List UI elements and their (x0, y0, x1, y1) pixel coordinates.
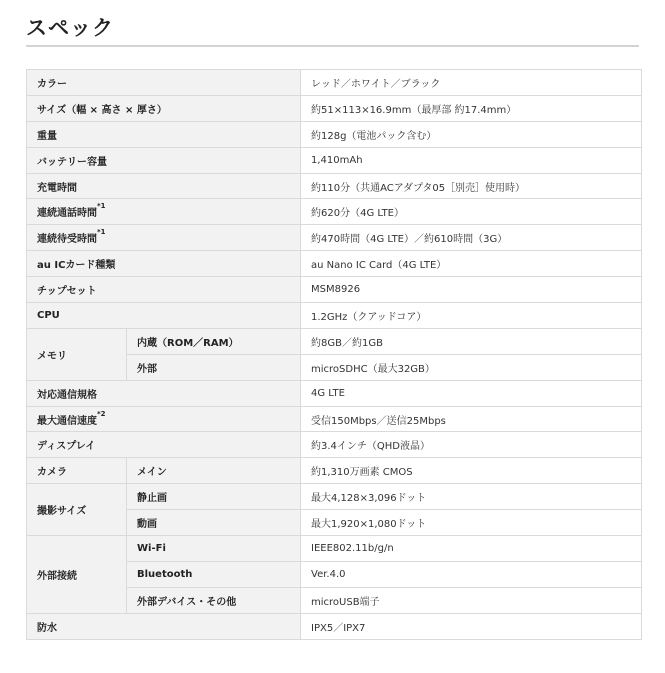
spec-value: IPX5／IPX7 (301, 613, 642, 639)
spec-sub-label: メイン (127, 458, 301, 484)
footnote-mark: *1 (97, 228, 106, 237)
spec-sub-label: Wi-Fi (127, 536, 301, 562)
footnote-mark: *2 (97, 409, 106, 418)
spec-label-cell (27, 199, 301, 225)
spec-value: 約3.4インチ（QHD液晶） (301, 432, 642, 458)
spec-value: Ver.4.0 (301, 561, 642, 587)
table-row (27, 406, 642, 432)
spec-label: CPU (27, 303, 301, 329)
page-title: スペック (26, 16, 114, 40)
spec-group-label: カメラ (27, 458, 127, 484)
spec-value: 最大1,920×1,080ドット (301, 510, 642, 536)
table-row (27, 147, 642, 173)
spec-value: 1,410mAh (301, 147, 642, 173)
spec-value: レッド／ホワイト／ブラック (301, 70, 642, 96)
spec-label: au ICカード種類 (27, 251, 301, 277)
spec-label-cell (27, 406, 301, 432)
table-row (27, 432, 642, 458)
table-row (27, 380, 642, 406)
footnote-mark: *1 (97, 202, 106, 211)
spec-group-label: 撮影サイズ (27, 484, 127, 536)
spec-table (26, 69, 642, 640)
table-row (27, 173, 642, 199)
table-row (27, 199, 642, 225)
table-row (27, 70, 642, 96)
spec-value: 約110分（共通ACアダプタ05［別売］使用時） (301, 173, 642, 199)
spec-value: 約8GB／約1GB (301, 328, 642, 354)
spec-value: 約1,310万画素 CMOS (301, 458, 642, 484)
spec-value: 約128g（電池パック含む） (301, 121, 642, 147)
table-row (27, 328, 642, 354)
spec-group-label: 外部接続 (27, 536, 127, 614)
spec-value: 約620分（4G LTE） (301, 199, 642, 225)
spec-sub-label: 静止画 (127, 484, 301, 510)
table-row (27, 484, 642, 510)
spec-value: IEEE802.11b/g/n (301, 536, 642, 562)
spec-label: カラー (27, 70, 301, 96)
spec-sub-label: 外部デバイス・その他 (127, 587, 301, 613)
spec-label: 連続通話時間 (37, 208, 97, 220)
spec-sub-label: 外部 (127, 354, 301, 380)
spec-label: ディスプレイ (27, 432, 301, 458)
table-row (27, 225, 642, 251)
spec-value: 約51×113×16.9mm（最厚部 約17.4mm） (301, 95, 642, 121)
spec-sub-label: 内蔵（ROM／RAM） (127, 328, 301, 354)
spec-label: サイズ（幅 × 高さ × 厚さ） (27, 95, 301, 121)
spec-value: 約470時間（4G LTE）／約610時間（3G） (301, 225, 642, 251)
spec-label-cell (27, 225, 301, 251)
spec-label: 防水 (27, 613, 301, 639)
spec-value: microUSB端子 (301, 587, 642, 613)
spec-label: 重量 (27, 121, 301, 147)
spec-sub-label: Bluetooth (127, 561, 301, 587)
spec-label: 対応通信規格 (27, 380, 301, 406)
table-row (27, 95, 642, 121)
table-row (27, 536, 642, 562)
spec-value: 最大4,128×3,096ドット (301, 484, 642, 510)
spec-label: バッテリー容量 (27, 147, 301, 173)
spec-value: 1.2GHz（クアッドコア） (301, 303, 642, 329)
table-row (27, 613, 642, 639)
spec-label: 連続待受時間 (37, 234, 97, 246)
table-row (27, 458, 642, 484)
spec-value: MSM8926 (301, 277, 642, 303)
spec-label: 最大通信速度 (37, 415, 97, 427)
spec-label: 充電時間 (27, 173, 301, 199)
spec-label: チップセット (27, 277, 301, 303)
spec-value: microSDHC（最大32GB） (301, 354, 642, 380)
table-row (27, 277, 642, 303)
spec-value: au Nano IC Card（4G LTE） (301, 251, 642, 277)
title-divider (26, 45, 639, 47)
table-row (27, 121, 642, 147)
spec-group-label: メモリ (27, 328, 127, 380)
spec-value: 受信150Mbps／送信25Mbps (301, 406, 642, 432)
table-row (27, 251, 642, 277)
table-row (27, 303, 642, 329)
spec-value: 4G LTE (301, 380, 642, 406)
spec-sub-label: 動画 (127, 510, 301, 536)
